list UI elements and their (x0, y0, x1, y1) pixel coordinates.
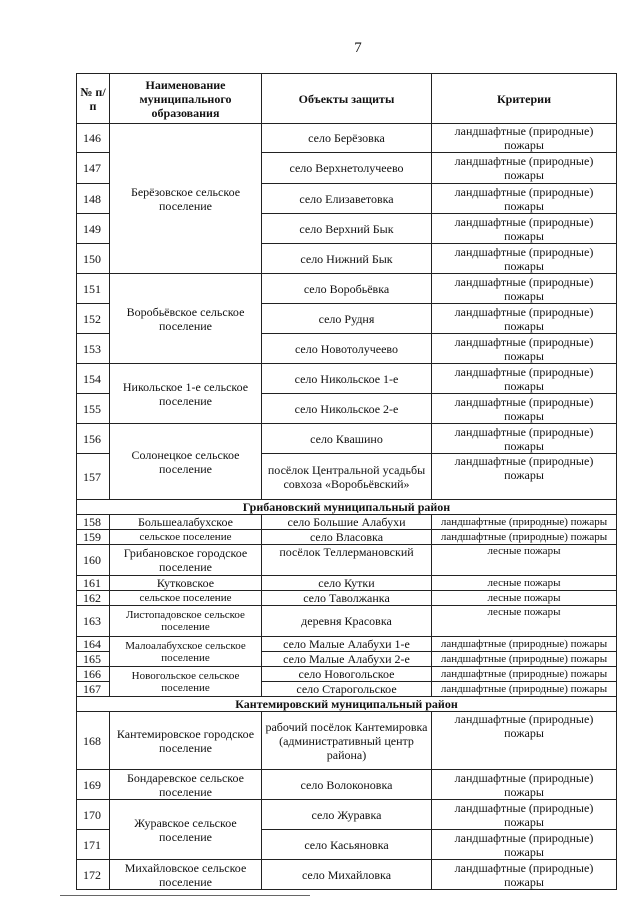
table-row (77, 770, 617, 800)
criteria-cell: ландшафтные (природные) пожары (432, 454, 617, 500)
row-number: 147 (77, 153, 110, 184)
object-cell: рабочий посёлок Кантемировка (административный центр района) (262, 712, 432, 770)
criteria-cell: ландшафтные (природные) пожары (432, 364, 617, 394)
criteria-cell: лесные пожары (432, 606, 617, 637)
object-cell: село Большие Алабухи (262, 515, 432, 530)
object-cell: село Никольское 1-е (262, 364, 432, 394)
district-name: Кантемировский муниципальный район (77, 697, 617, 712)
page-number: 7 (354, 40, 362, 56)
criteria-cell: ландшафтные (природные) пожары (432, 652, 617, 667)
row-number: 149 (77, 214, 110, 244)
protection-objects-table (76, 73, 617, 890)
object-cell: село Волоконовка (262, 770, 432, 800)
row-number: 152 (77, 304, 110, 334)
row-number: 154 (77, 364, 110, 394)
header-num: № п/п (77, 74, 110, 124)
row-number: 146 (77, 124, 110, 153)
object-cell: село Никольское 2-е (262, 394, 432, 424)
table-row (77, 530, 617, 545)
table-row (77, 667, 617, 682)
table-row (77, 637, 617, 652)
criteria-cell: лесные пожары (432, 545, 617, 576)
municipality-cell: Берёзовское сельское поселение (110, 124, 262, 274)
row-number: 158 (77, 515, 110, 530)
criteria-cell: ландшафтные (природные) пожары (432, 830, 617, 860)
district-row (77, 697, 617, 712)
object-cell: село Новогольское (262, 667, 432, 682)
row-number: 150 (77, 244, 110, 274)
municipality-cell: Малоалабухское сельское поселение (110, 637, 262, 667)
criteria-cell: ландшафтные (природные) пожары (432, 304, 617, 334)
table-row (77, 124, 617, 153)
municipality-cell: Журавское сельское поселение (110, 800, 262, 860)
object-cell: село Квашино (262, 424, 432, 454)
criteria-cell: ландшафтные (природные) пожары (432, 637, 617, 652)
object-cell: село Михайловка (262, 860, 432, 890)
criteria-cell: ландшафтные (природные) пожары (432, 667, 617, 682)
criteria-cell: ландшафтные (природные) пожары (432, 153, 617, 184)
table-row (77, 274, 617, 304)
row-number: 170 (77, 800, 110, 830)
object-cell: село Журавка (262, 800, 432, 830)
criteria-cell: ландшафтные (природные) пожары (432, 424, 617, 454)
criteria-cell: ландшафтные (природные) пожары (432, 770, 617, 800)
object-cell: село Елизаветовка (262, 184, 432, 214)
table-row (77, 591, 617, 606)
municipality-cell: Грибановское городское поселение (110, 545, 262, 576)
row-number: 165 (77, 652, 110, 667)
municipality-cell: Воробьёвское сельское поселение (110, 274, 262, 364)
district-row (77, 500, 617, 515)
table-row (77, 545, 617, 576)
criteria-cell: лесные пожары (432, 576, 617, 591)
object-cell: село Верхнетолучеево (262, 153, 432, 184)
object-cell: село Касьяновка (262, 830, 432, 860)
criteria-cell: лесные пожары (432, 591, 617, 606)
object-cell: село Новотолучеево (262, 334, 432, 364)
row-number: 166 (77, 667, 110, 682)
table-row (77, 800, 617, 830)
table-header-row (77, 74, 617, 124)
row-number: 157 (77, 454, 110, 500)
row-number: 155 (77, 394, 110, 424)
municipality-cell: Листопадовское сельское поселение (110, 606, 262, 637)
criteria-cell: ландшафтные (природные) пожары (432, 214, 617, 244)
criteria-cell: ландшафтные (природные) пожары (432, 530, 617, 545)
criteria-cell: ландшафтные (природные) пожары (432, 394, 617, 424)
object-cell: посёлок Теллермановский (262, 545, 432, 576)
table-row (77, 860, 617, 890)
criteria-cell: ландшафтные (природные) пожары (432, 184, 617, 214)
object-cell: село Малые Алабухи 1-е (262, 637, 432, 652)
object-cell: село Кутки (262, 576, 432, 591)
district-name: Грибановский муниципальный район (77, 500, 617, 515)
table-row (77, 606, 617, 637)
criteria-cell: ландшафтные (природные) пожары (432, 800, 617, 830)
row-number: 169 (77, 770, 110, 800)
object-cell: село Малые Алабухи 2-е (262, 652, 432, 667)
object-cell: село Старогольское (262, 682, 432, 697)
row-number: 168 (77, 712, 110, 770)
municipality-cell: Кантемировское городское поселение (110, 712, 262, 770)
municipality-cell: сельское поселение (110, 530, 262, 545)
object-cell: село Власовка (262, 530, 432, 545)
row-number: 156 (77, 424, 110, 454)
municipality-cell: Бондаревское сельское поселение (110, 770, 262, 800)
header-criteria: Критерии (432, 74, 617, 124)
criteria-cell: ландшафтные (природные) пожары (432, 860, 617, 890)
row-number: 164 (77, 637, 110, 652)
municipality-cell: Новогольское сельское поселение (110, 667, 262, 697)
header-objects: Объекты защиты (262, 74, 432, 124)
criteria-cell: ландшафтные (природные) пожары (432, 515, 617, 530)
table-row (77, 712, 617, 770)
header-municipality: Наименование муниципального образования (110, 74, 262, 124)
row-number: 162 (77, 591, 110, 606)
municipality-cell: Никольское 1-е сельское поселение (110, 364, 262, 424)
object-cell: село Берёзовка (262, 124, 432, 153)
row-number: 148 (77, 184, 110, 214)
municipality-cell: сельское поселение (110, 591, 262, 606)
criteria-cell: ландшафтные (природные) пожары (432, 124, 617, 153)
table-row (77, 424, 617, 454)
row-number: 172 (77, 860, 110, 890)
municipality-cell: Большеалабухское (110, 515, 262, 530)
table-row (77, 576, 617, 591)
row-number: 161 (77, 576, 110, 591)
object-cell: село Верхний Бык (262, 214, 432, 244)
table-row (77, 364, 617, 394)
row-number: 159 (77, 530, 110, 545)
object-cell: посёлок Центральной усадьбы совхоза «Воробьёвский» (262, 454, 432, 500)
municipality-cell: Михайловское сельское поселение (110, 860, 262, 890)
criteria-cell: ландшафтные (природные) пожары (432, 334, 617, 364)
criteria-cell: ландшафтные (природные) пожары (432, 244, 617, 274)
row-number: 163 (77, 606, 110, 637)
row-number: 171 (77, 830, 110, 860)
row-number: 167 (77, 682, 110, 697)
row-number: 153 (77, 334, 110, 364)
criteria-cell: ландшафтные (природные) пожары (432, 682, 617, 697)
object-cell: деревня Красовка (262, 606, 432, 637)
object-cell: село Рудня (262, 304, 432, 334)
object-cell: село Таволжанка (262, 591, 432, 606)
object-cell: село Воробьёвка (262, 274, 432, 304)
criteria-cell: ландшафтные (природные) пожары (432, 712, 617, 770)
object-cell: село Нижний Бык (262, 244, 432, 274)
row-number: 151 (77, 274, 110, 304)
row-number: 160 (77, 545, 110, 576)
municipality-cell: Кутковское (110, 576, 262, 591)
municipality-cell: Солонецкое сельское поселение (110, 424, 262, 500)
page-bottom-rule (60, 895, 310, 896)
criteria-cell: ландшафтные (природные) пожары (432, 274, 617, 304)
table-row (77, 515, 617, 530)
